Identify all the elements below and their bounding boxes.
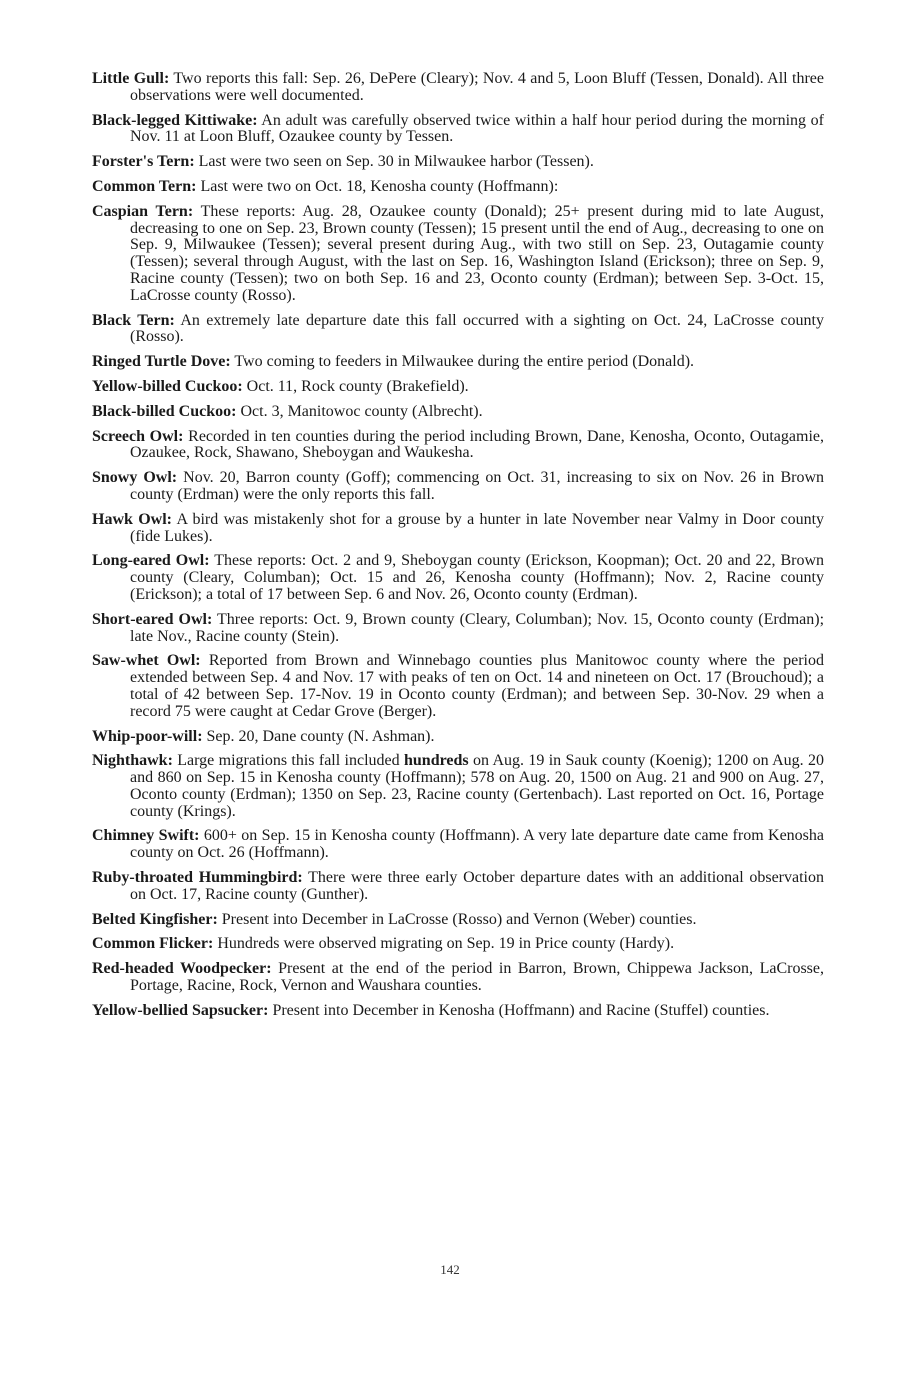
species-name: Saw-whet Owl: [92,652,201,670]
species-text: Present into December in LaCrosse (Rosso) and Vernon (Weber) counties. [221,910,697,928]
species-entry [92,204,824,305]
species-entry [92,154,824,171]
species-entry [92,870,824,904]
species-entry [92,653,824,720]
species-name: Yellow-bellied Sapsucker: [92,1001,269,1019]
species-text: 600+ on Sep. 15 in Kenosha county (Hoffmann). A very late departure date came from Kenosha county on Oct. 26 (Hoffmann). [130,827,825,862]
species-name: Long-eared Owl: [92,552,210,570]
species-entry [92,354,824,371]
species-entry [92,379,824,396]
species-name: Caspian Tern: [92,202,194,220]
species-entry [92,553,824,603]
species-entry [92,753,824,820]
page-body [92,71,824,1028]
species-entry [92,313,824,347]
species-name: Short-eared Owl: [92,610,213,628]
species-name: Nighthawk: [92,752,173,770]
species-name: Common Tern: [92,177,197,195]
species-entry [92,936,824,953]
species-entry [92,404,824,421]
page-number: 142 [440,1262,460,1277]
species-text: These reports: Oct. 2 and 9, Sheboygan county (Erickson, Koopman); Oct. 20 and 22, Brown county (Cleary, Columban); Oct. 15 and 26, Kenosha county (Hoffmann); Nov. 2, Racine county (Erickson); a total of 17 between Sep. 6 and Nov. 26, Oconto county (Erdman). [130,552,825,603]
species-text: An adult was carefully observed twice within a half hour period during the morning of Nov. 11 at Loon Bluff, Ozaukee county by Tessen. [130,111,824,146]
species-name: Hawk Owl: [92,510,173,528]
emphasis-word: hundreds [404,752,469,770]
species-name: Black-billed Cuckoo: [92,402,237,420]
species-name: Common Flicker: [92,935,214,953]
species-entry [92,828,824,862]
species-name: Chimney Swift: [92,827,200,845]
species-text: Three reports: Oct. 9, Brown county (Cleary, Columban); Nov. 15, Oconto county (Erdman); late Nov., Racine county (Stein). [130,610,825,645]
species-entry [92,179,824,196]
species-text: There were three early October departure dates with an additional observation on Oct. 17, Racine county (Gunther). [130,869,824,903]
species-name: Screech Owl: [92,427,184,445]
species-name: Whip-poor-will: [92,727,203,745]
species-text: These reports: Aug. 28, Ozaukee county (Donald); 25+ present during mid to late August, decreasing to one on Sep. 23, Brown county (Tessen); 15 present until the end of Aug., decreasing to one on Sep. 9, Milwaukee (Tessen); several present during Aug., with two still on Sep. 23, Outagamie county (Tessen); several through August, with the last on Sep. 16, Washington Island (Erickson); three on Sep. 9, Racine county (Tessen); two on both Sep. 16 and 23, Oconto county (Erdman); between Sep. 3-Oct. 15, LaCrosse county (Rosso). [130,202,825,304]
species-entry [92,1003,824,1020]
species-name: Snowy Owl: [92,469,178,487]
species-entry [92,729,824,746]
species-text: Two coming to feeders in Milwaukee during the entire period (Donald). [234,353,695,371]
species-text: Hundreds were observed migrating on Sep. 19 in Price county (Hardy). [217,935,675,953]
species-text: A bird was mistakenly shot for a grouse by a hunter in late November near Valmy in Door county (fide Lukes). [130,510,825,545]
species-name: Red-headed Woodpecker: [92,960,272,978]
species-text: Sep. 20, Dane county (N. Ashman). [206,727,435,745]
species-entry [92,429,824,463]
species-name: Little Gull: [92,70,170,87]
species-entry [92,612,824,646]
species-name: Black Tern: [92,311,175,329]
species-name: Black-legged Kittiwake: [92,111,258,129]
species-text: Oct. 11, Rock county (Brakefield). [246,377,469,395]
species-entry [92,961,824,995]
species-text-before: Large migrations this fall included [177,752,404,770]
species-text: Present at the end of the period in Barron, Brown, Chippewa Jackson, LaCrosse, Portage, Racine, Rock, Vernon and Waushara counties. [130,960,825,995]
species-text: Nov. 20, Barron county (Goff); commencing on Oct. 31, increasing to six on Nov. 26 in Brown county (Erdman) were the only reports this fall. [130,469,825,503]
species-text: Oct. 3, Manitowoc county (Albrecht). [240,402,483,420]
species-entry [92,113,824,147]
species-name: Yellow-billed Cuckoo: [92,377,243,395]
species-text: Last were two seen on Sep. 30 in Milwaukee harbor (Tessen). [198,153,594,171]
species-text: Recorded in ten counties during the period including Brown, Dane, Kenosha, Oconto, Outagamie, Ozaukee, Rock, Shawano, Sheboygan and Waukesha. [130,427,825,462]
species-entry [92,71,824,105]
species-entry [92,912,824,929]
species-text: An extremely late departure date this fall occurred with a sighting on Oct. 24, LaCrosse county (Rosso). [130,311,824,346]
species-text: Two reports this fall: Sep. 26, DePere (Cleary); Nov. 4 and 5, Loon Bluff (Tessen, Donald). All three observations were well documented. [130,70,824,104]
species-name: Belted Kingfisher: [92,910,218,928]
species-name: Ringed Turtle Dove: [92,353,231,371]
species-text: on Aug. 19 in Sauk county (Koenig); 1200 on Aug. 20 and 860 on Sep. 15 in Kenosha county (Hoffmann); 578 on Aug. 20, 1500 on Aug. 21 and 900 on Aug. 27, Oconto county (Erdman); 1350 on Sep. 23, Racine county (Gertenbach). Last reported on Oct. 16, Portage county (Krings). [130,752,825,820]
species-entry [92,512,824,546]
species-text: Reported from Brown and Winnebago counties plus Manitowoc county where the period extended between Sep. 4 and Nov. 17 with peaks of ten on Oct. 14 and nineteen on Oct. 17 (Brouchoud); a total of 42 between Sep. 17-Nov. 19 in Oconto county (Erdman); and between Sep. 30-Nov. 29 when a record 75 were caught at Cedar Grove (Berger). [130,652,824,720]
species-entry [92,470,824,504]
species-name: Ruby-throated Hummingbird: [92,869,303,887]
species-text: Present into December in Kenosha (Hoffmann) and Racine (Stuffel) counties. [272,1001,770,1019]
species-name: Forster's Tern: [92,153,195,171]
species-text: Last were two on Oct. 18, Kenosha county (Hoffmann): [200,177,559,195]
